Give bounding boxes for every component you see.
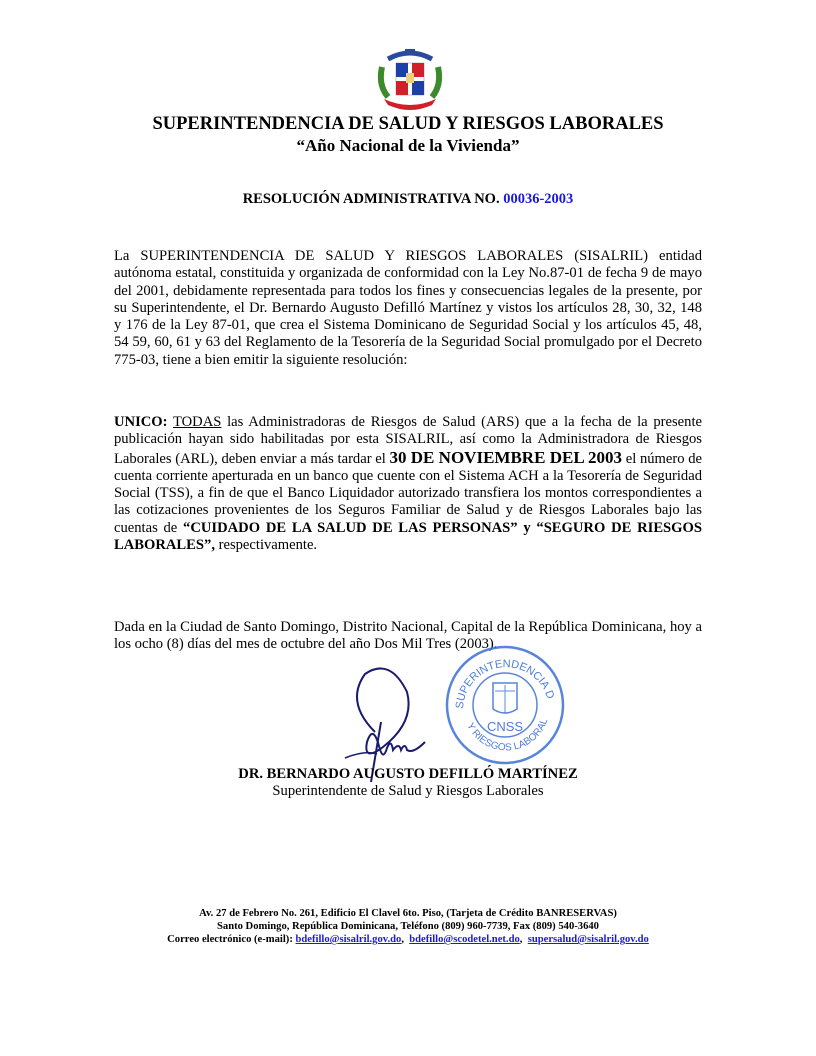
resolution-label: RESOLUCIÓN ADMINISTRATIVA NO. — [242, 191, 504, 207]
footer-line-1: Av. 27 de Febrero No. 261, Edificio El Clavel 6to. Piso, (Tarjeta de Crédito BANRESERVAS) — [199, 908, 617, 919]
official-seal-icon — [443, 643, 568, 768]
seal-bottom-text: Y RIESGOS LABORAL — [464, 717, 551, 754]
closing-paragraph: Dada en la Ciudad de Santo Domingo, Distrito Nacional, Capital de la República Dominicana, hoy a los ocho (8) días del mes de octubre del año Dos Mil Tres (2003). — [114, 619, 702, 653]
unico-text-1: las Administradoras de Riesgos de Salud (ARS) que a la fecha de la presente publicación hayan sido habilitadas por esta SISALRIL, así como la Administradora de Riesgos Laborales (ARL), deben enviar a más tardar el — [114, 414, 702, 467]
resolution-title — [0, 191, 816, 208]
footer-line-3: Correo electrónico (e-mail): bdefillo@sisalril.gov.do, bdefillo@scodetel.net.do, supersalud@sisalril.gov.do — [167, 934, 649, 945]
organization-title: SUPERINTENDENCIA DE SALUD Y RIESGOS LABORALES — [152, 114, 664, 134]
unico-label: UNICO: — [114, 414, 168, 430]
footer-line-2: Santo Domingo, República Dominicana, Teléfono (809) 960-7739, Fax (809) 540-3640 — [217, 921, 599, 932]
year-motto: “Año Nacional de la Vivienda” — [296, 136, 520, 155]
unico-paragraph — [114, 414, 702, 554]
signatory-name: DR. BERNARDO AUGUSTO DEFILLÓ MARTÍNEZ — [238, 766, 578, 782]
email-link-3[interactable]: supersalud@sisalril.gov.do — [527, 934, 649, 945]
email-label: Correo electrónico (e-mail): — [167, 934, 296, 945]
email-link-2[interactable]: bdefillo@scodetel.net.do — [409, 934, 520, 945]
preamble-paragraph: La SUPERINTENDENCIA DE SALUD Y RIESGOS LABORALES (SISALRIL) entidad autónoma estatal, constituida y organizada de conformidad con la Ley No.87-01 de fecha 9 de mayo del 2001, debidamente representada para todos los fines y consecuencias legales de la presente, por su Superintendente, el Dr. Bernardo Augusto Defilló Martínez y vistos los artículos 28, 30, 32, 148 y 176 de la Ley 87-01, que crea el Sistema Dominicano de Seguridad Social y los artículos 45, 48, 54 59, 60, 61 y 63 del Reglamento de la Tesorería de la Seguridad Social promulgado por el Decreto 775-03, tiene a bien emitir la siguiente resolución: — [114, 248, 702, 368]
svg-text:SUPERINTENDENCIA DE SALUD — [443, 643, 556, 709]
email-link-1[interactable]: bdefillo@sisalril.gov.do — [295, 934, 402, 945]
deadline-date: 30 DE NOVIEMBRE DEL 2003 — [389, 447, 623, 467]
coat-of-arms-icon — [370, 45, 450, 113]
footer-address — [0, 907, 816, 946]
todas-underlined: TODAS — [172, 414, 222, 430]
resolution-number: 00036-2003 — [503, 191, 574, 207]
unico-text-3: respectivamente. — [214, 537, 318, 554]
signatory-title: Superintendente de Salud y Riesgos Laborales — [272, 783, 544, 799]
seal-top-text: SUPERINTENDENCIA D — [453, 658, 557, 710]
account-names: “CUIDADO DE LA SALUD DE LAS PERSONAS” y “SEGURO DE RIESGOS LABORALES”, — [114, 519, 702, 554]
unico-text-2: el número de cuenta corriente aperturada en un banco que cuente con el Sistema ACH a la Tesorería de Seguridad Social (TSS), a fin de que el Banco Liquidador autorizado transfiera los montos correspondientes a las cotizaciones provenientes de los Seguros Familiar de Salud y de Riesgos Laborales bajo las cuentas de — [114, 450, 702, 536]
seal-center-text: CNSS — [486, 719, 524, 734]
